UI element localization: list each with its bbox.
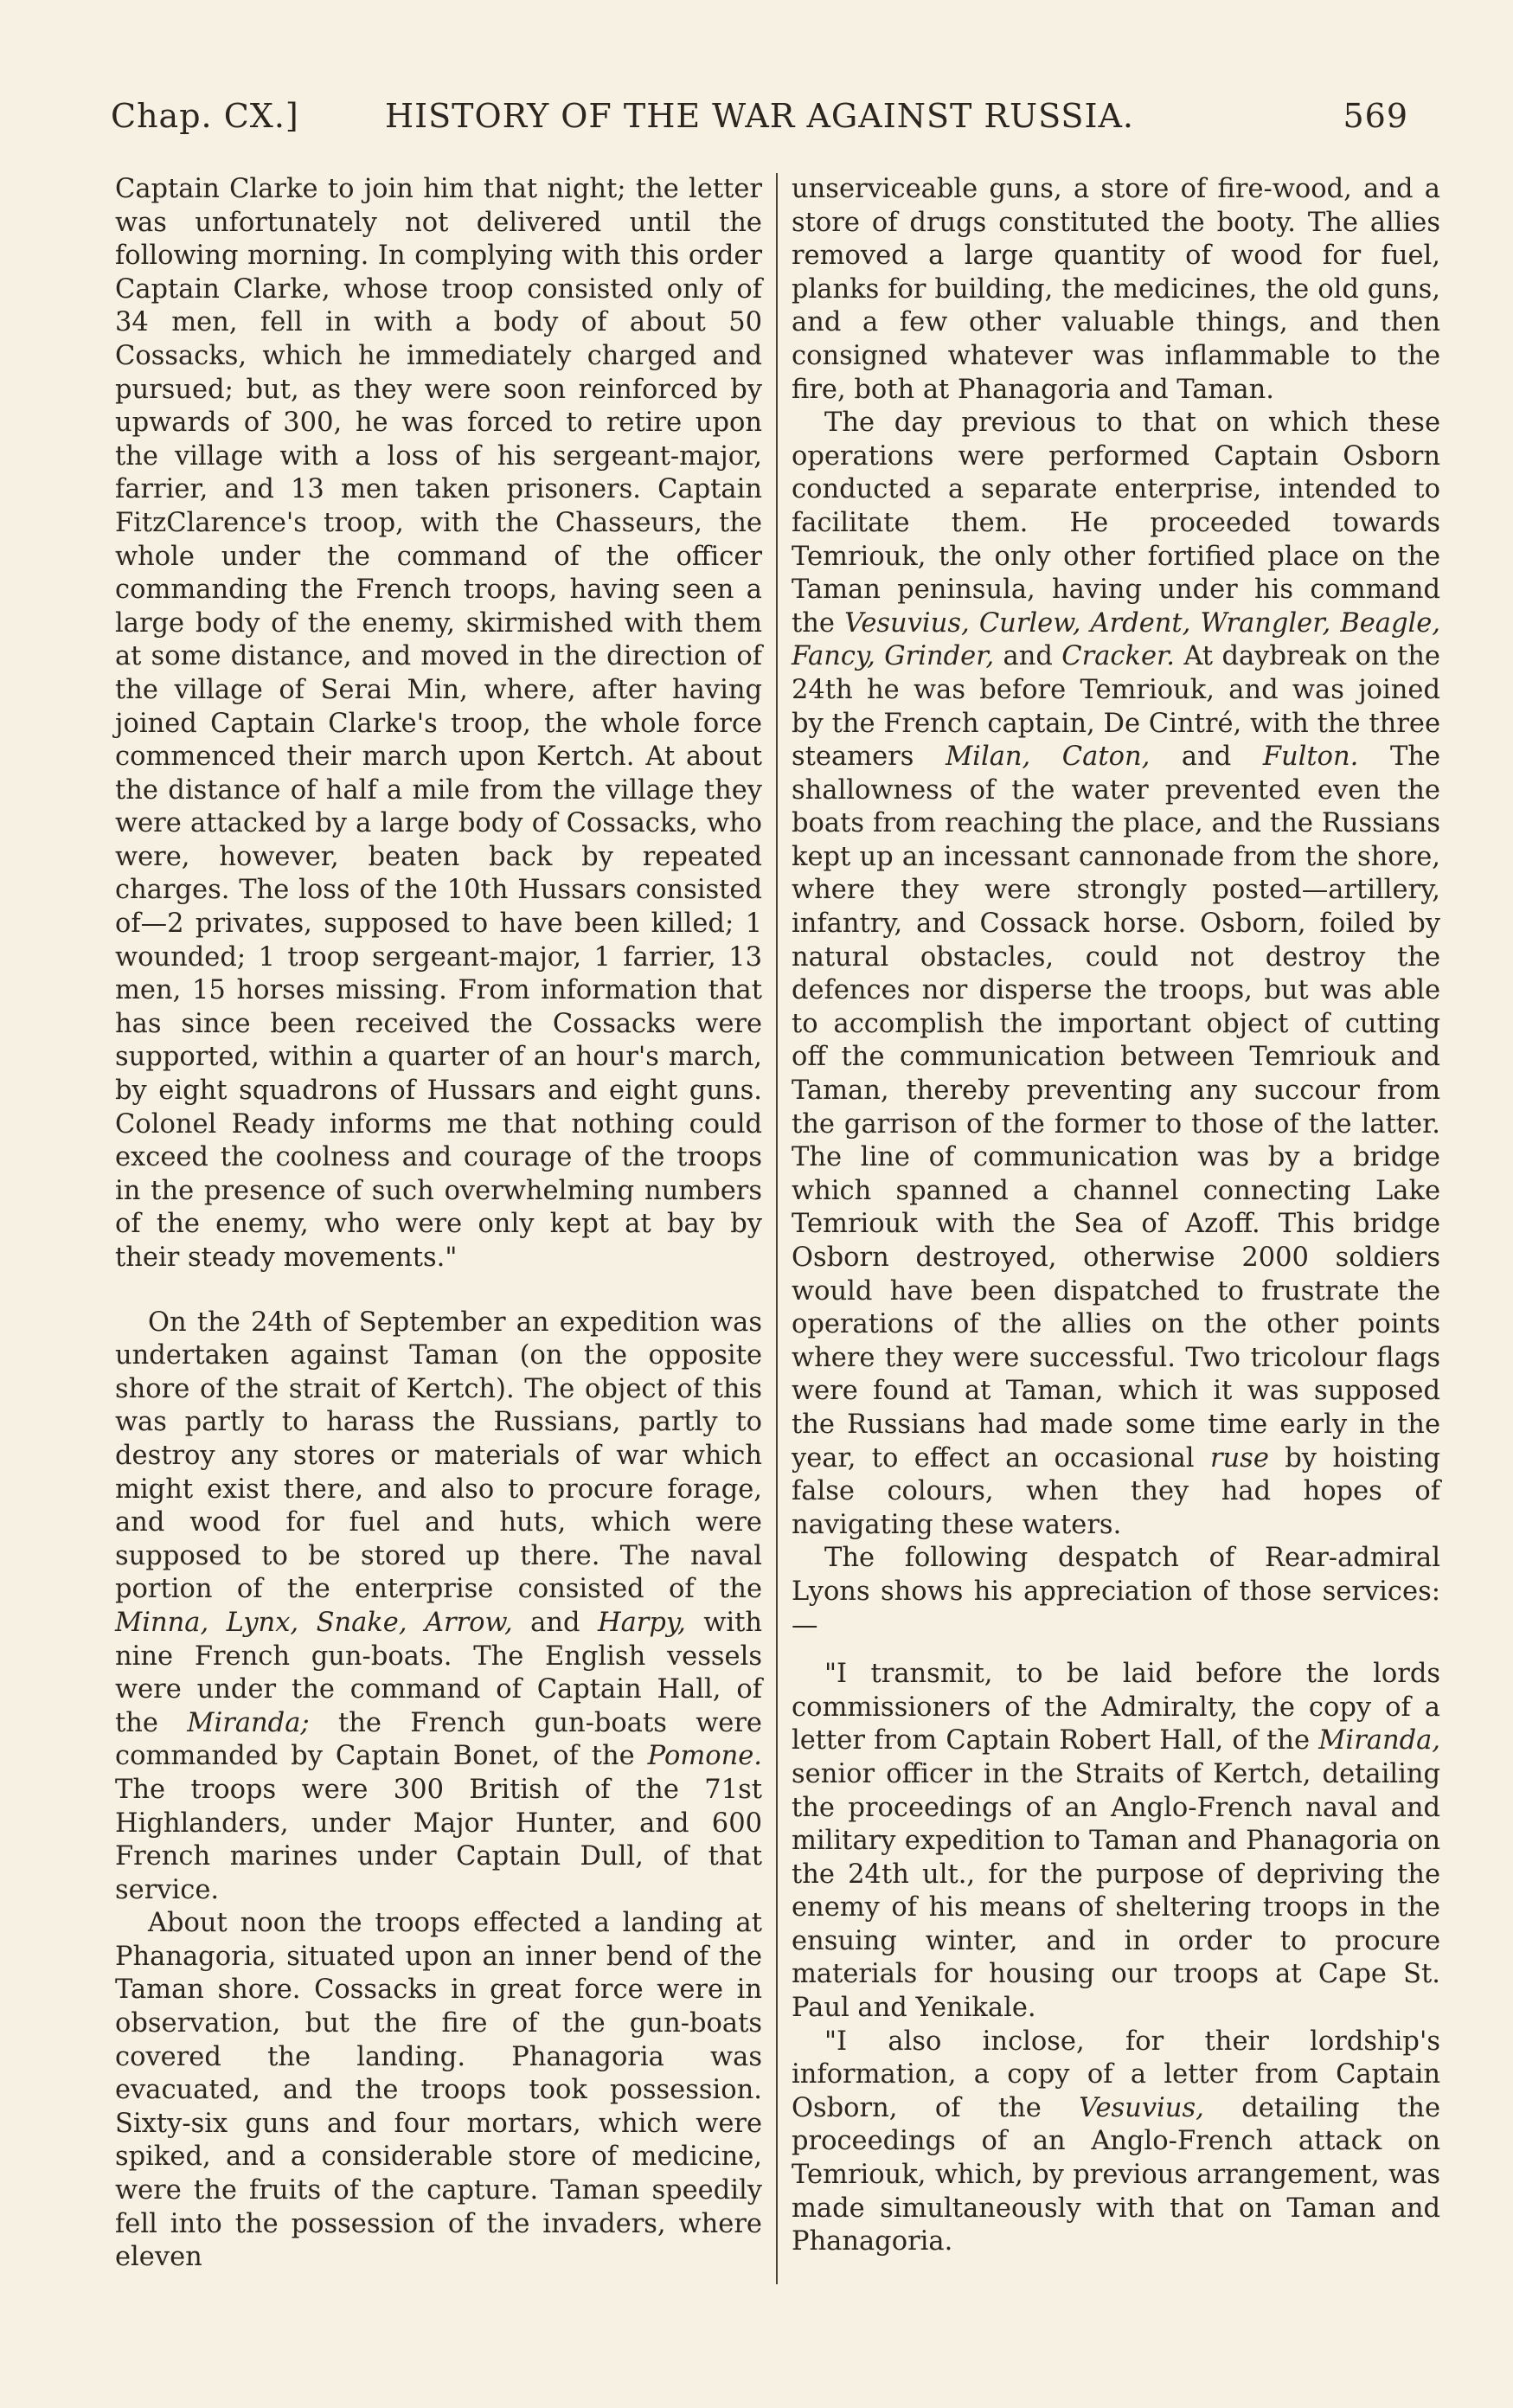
page-number: 569: [1343, 97, 1408, 135]
ship-name: Fulton.: [1262, 742, 1359, 773]
paragraph: "I transmit, to be laid before the lords commissioners of the Admiralty, the copy of a letter from Captain Robert Hall, of the Miranda, senior officer in the Straits of Kertch, detailing the proceedings of an Anglo-French naval and military expedition to Taman and Phanagoria on the 24th ult., for the purpose of depriving the enemy of his means of sheltering troops in the ensuing winter, and in order to procure materials for housing our troops at Cape St. Paul and Yenikale.: [792, 1659, 1440, 2024]
paragraph: unserviceable guns, a store of fire-wood, and a store of drugs constituted the booty. The allies removed a large quantity of wood for fuel, planks for building, the medicines, the old guns, and a few other valuable things, and then consigned whatever was inflammable to the fire, both at Phanagoria and Taman.: [792, 174, 1440, 405]
paragraph: The day previous to that on which these operations were performed Captain Osborn conducted a separate enterprise, intended to facilitate them. He proceeded towards Temriouk, the only other fortified place on the Taman peninsula, having under his command the Vesuvius, Curlew, Ardent, Wrangler, Beagle, Fancy, Grinder, and Cracker. At daybreak on the 24th he was before Temriouk, and was joined by the French captain, De Cintré, with the three steamers Milan, Caton, and Fulton. The shallowness of the water prevented even the boats from reaching the place, and the Russians kept up an incessant cannonade from the shore, where they were strongly posted—artillery, infantry, and Cossack horse. Osborn, foiled by natural obstacles, could not destroy the defences nor disperse the troops, but was able to accomplish the important object of cutting off the communication between Temriouk and Taman, thereby preventing any succour from the garrison of the former to those of the latter. The line of communication was by a bridge which spanned a channel connecting Lake Temriouk with the Sea of Azoff. This bridge Osborn destroyed, otherwise 2000 soldiers would have been dispatched to frustrate the operations of the allies on the other points where they were successful. Two tricolour flags were found at Taman, which it was supposed the Russians had made some time early in the year, to effect an occasional ruse by hoisting false colours, when they had hopes of navigating these waters.: [792, 408, 1441, 1540]
page-title: HISTORY OF THE WAR AGAINST RUSSIA.: [384, 97, 1134, 135]
ship-name: Vesuvius,: [1079, 2092, 1204, 2123]
chapter-label: Chap. CX.]: [111, 97, 299, 135]
paragraph: Captain Clarke to join him that night; the letter was unfortunately not delivered until the following morning. In complying with this order Captain Clarke, whose troop consisted only of 34 men, fell in with a body of about 50 Cossacks, which he immediately charged and pursued; but, as they were soon reinforced by upwards of 300, he was forced to retire upon the village with a loss of his sergeant-major, farrier, and 13 men taken prisoners. Captain FitzClarence's troop, with the Chasseurs, the whole under the command of the officer commanding the French troops, having seen a large body of the enemy, skirmished with them at some distance, and moved in the direction of the village of Serai Min, where, after having joined Captain Clarke's troop, the whole force commenced their march upon Kertch. At about the distance of half a mile from the village they were attacked by a large body of Cossacks, who were, however, beaten back by repeated charges. The loss of the 10th Hussars consisted of—2 privates, supposed to have been killed; 1 wounded; 1 troop sergeant-major, 1 farrier, 13 men, 15 horses missing. From information that has since been received the Cossacks were supported, within a quarter of an hour's march, by eight squadrons of Hussars and eight guns. Colonel Ready informs me that nothing could exceed the coolness and courage of the troops in the presence of such overwhelming numbers of the enemy, who were only kept at bay by their steady movements.": [115, 174, 762, 1273]
left-column: [115, 173, 762, 2275]
paragraph: On the 24th of September an expedition was undertaken against Taman (on the opposite shore of the strait of Kertch). The object of this was partly to harass the Russians, partly to destroy any stores or materials of war which might exist there, and also to procure forage, and wood for fuel and huts, which were supposed to be stored up there. The naval portion of the enterprise consisted of the Minna, Lynx, Snake, Arrow, and Harpy, with nine French gun-boats. The English vessels were under the command of Captain Hall, of the Miranda; the French gun-boats were commanded by Captain Bonet, of the Pomone. The troops were 300 British of the 71st Highlanders, under Major Hunter, and 600 French marines under Captain Dull, of that service.: [115, 1307, 762, 1905]
ship-name: Harpy,: [598, 1607, 686, 1638]
ship-names: Minna, Lynx, Snake, Arrow,: [115, 1607, 513, 1638]
right-column: [792, 173, 1440, 2259]
ship-name: Cracker.: [1061, 641, 1175, 672]
ship-name: Miranda,: [1318, 1725, 1440, 1756]
paragraph: The following despatch of Rear-admiral Lyons shows his appreciation of those services:—: [792, 1543, 1440, 1641]
ship-names: Milan, Caton,: [945, 742, 1151, 773]
paragraph: About noon the troops effected a landing at Phanagoria, situated upon an inner bend of the Taman shore. Cossacks in great force were in observation, but the fire of the gun-boats covered the landing. Phanagoria was evacuated, and the troops took possession. Sixty-six guns and four mortars, which were spiked, and a considerable store of medicine, were the fruits of the capture. Taman speedily fell into the possession of the invaders, where eleven: [115, 1908, 762, 2273]
running-header: [111, 97, 1408, 149]
paragraph: "I also inclose, for their lordship's information, a copy of a letter from Captain Osborn, of the Vesuvius, detailing the proceedings of an Anglo-French attack on Temriouk, which, by previous arrangement, was made simultaneously with that on Taman and Phanagoria.: [792, 2026, 1440, 2257]
italic-word: ruse: [1209, 1442, 1269, 1474]
ship-names: Vesuvius, Curlew, Ardent, Wrangler, Beagle, Fancy, Grinder,: [792, 607, 1440, 672]
ship-name: Miranda;: [187, 1707, 310, 1738]
column-divider: [776, 173, 778, 2284]
ship-name: Pomone.: [647, 1741, 762, 1772]
